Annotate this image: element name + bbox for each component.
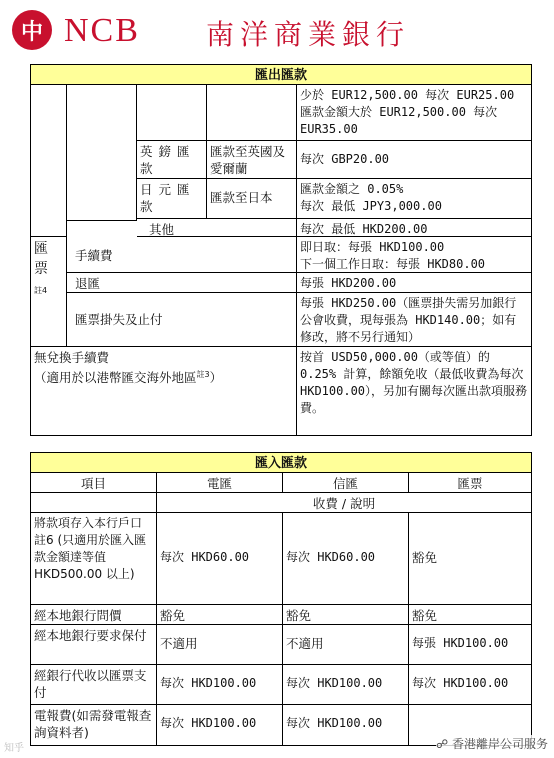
jpy-fee-line2: 每次 最低 JPY3,000.00 (300, 199, 442, 213)
exchange-sub: （適用於以港幣匯交海外地區$^{註3}$） (34, 370, 223, 386)
draft-refund-label: 退匯 (67, 273, 297, 293)
row4-mt: 每次 HKD100.00 (283, 665, 409, 705)
subheader-blank (31, 493, 157, 513)
jpy-fee-cell (297, 179, 531, 219)
draft-handling-fee1: 即日取：每張 HKD100.00 (300, 240, 445, 254)
gbp-currency-cell: 英鎊匯款 (137, 141, 207, 179)
row1-dd: 豁免 (409, 513, 531, 605)
ncb-logo-mark: 中 (12, 10, 52, 50)
row2-dd: 豁免 (409, 605, 531, 625)
gbp-dest-cell: 匯款至英國及愛爾蘭 (207, 141, 297, 179)
draft-refund-fee: 每張 HKD200.00 (297, 273, 531, 293)
header-draft: 匯票 (409, 473, 531, 493)
row5-tt: 每次 HKD100.00 (157, 705, 283, 745)
gbp-fee-cell: 每次 GBP20.00 (297, 141, 531, 179)
row2-mt: 豁免 (283, 605, 409, 625)
row1-tt: 每次 HKD60.00 (157, 513, 283, 605)
watermark: ☍ 香港離岸公司服务 (436, 737, 548, 751)
jpy-dest-cell: 匯款至日本 (207, 179, 297, 219)
header-mail: 信匯 (283, 473, 409, 493)
eur-currency-cell (137, 85, 207, 141)
row5-mt: 每次 HKD100.00 (283, 705, 409, 745)
outward-left-blank (31, 85, 67, 237)
row4-tt: 每次 HKD100.00 (157, 665, 283, 705)
header-item: 項目 (31, 473, 157, 493)
draft-lost-label: 匯票掛失及止付 (67, 293, 297, 347)
jpy-currency-cell: 日元匯款 (137, 179, 207, 219)
row5-item: 電報費(如需發電報查詢資料者) (31, 705, 157, 745)
draft-handling-fee (297, 237, 531, 273)
row1-item: 將款項存入本行戶口註6 (只適用於匯入匯款金額達等值 HKD500.00 以上) (31, 513, 157, 605)
outward-remittance-table (30, 64, 532, 436)
draft-label: 匯票 (34, 241, 48, 277)
row3-tt: 不適用 (157, 625, 283, 665)
watermark-bottom-left: 知乎 (4, 743, 24, 754)
exchange-fee-cell: 按首 USD50,000.00（或等值）的 0.25% 計算，餘額免收（最低收費為每次 HKD100.00），另加有關每次匯出款項服務費。 (300, 350, 528, 415)
brand-name-en: NCB (64, 12, 140, 49)
outward-col2-blank (67, 85, 137, 221)
fee-explanation-header: 收費 / 說明 (157, 493, 531, 513)
row3-mt: 不適用 (283, 625, 409, 665)
row4-dd: 每次 HKD100.00 (409, 665, 531, 705)
jpy-fee-line1: 匯款金額之 0.05% (300, 182, 404, 196)
inward-title: 匯入匯款 (31, 453, 531, 473)
eur-fee-line2: 匯款金額大於 EUR12,500.00 每次 EUR35.00 (300, 105, 498, 136)
eur-dest-cell (207, 85, 297, 141)
draft-handling-label: 手續費 (67, 237, 297, 273)
inward-remittance-table (30, 452, 532, 746)
outward-title: 匯出匯款 (31, 65, 531, 85)
draft-label-cell (31, 237, 67, 347)
draft-lost-fee: 每張 HKD250.00（匯票掛失需另加銀行公會收費，現每張為 HKD140.00；如有修改，將不另行通知） (297, 293, 531, 347)
exchange-note: 註3 (196, 370, 210, 379)
eur-fee-line1: 少於 EUR12,500.00 每次 EUR25.00 (300, 88, 515, 102)
row2-tt: 豁免 (157, 605, 283, 625)
row2-item: 經本地銀行問價 (31, 605, 157, 625)
draft-note: 註4 (34, 286, 48, 295)
brand-name-zh: 南洋商業銀行 (206, 18, 411, 51)
exchange-label-cell (31, 347, 297, 435)
row3-dd: 每張 HKD100.00 (409, 625, 531, 665)
row3-item: 經本地銀行要求保付 (31, 625, 157, 665)
row1-mt: 每次 HKD60.00 (283, 513, 409, 605)
draft-handling-fee2: 下一個工作日取：每張 HKD80.00 (300, 257, 486, 271)
exchange-label: 無兌換手續費 (34, 350, 110, 365)
eur-fee-cell (297, 85, 531, 141)
other-label-cell: 其他 (137, 219, 297, 237)
header-telegraphic: 電匯 (157, 473, 283, 493)
row4-item: 經銀行代收以匯票支付 (31, 665, 157, 705)
other-fee-cell: 每次 最低 HKD200.00 (297, 219, 531, 237)
